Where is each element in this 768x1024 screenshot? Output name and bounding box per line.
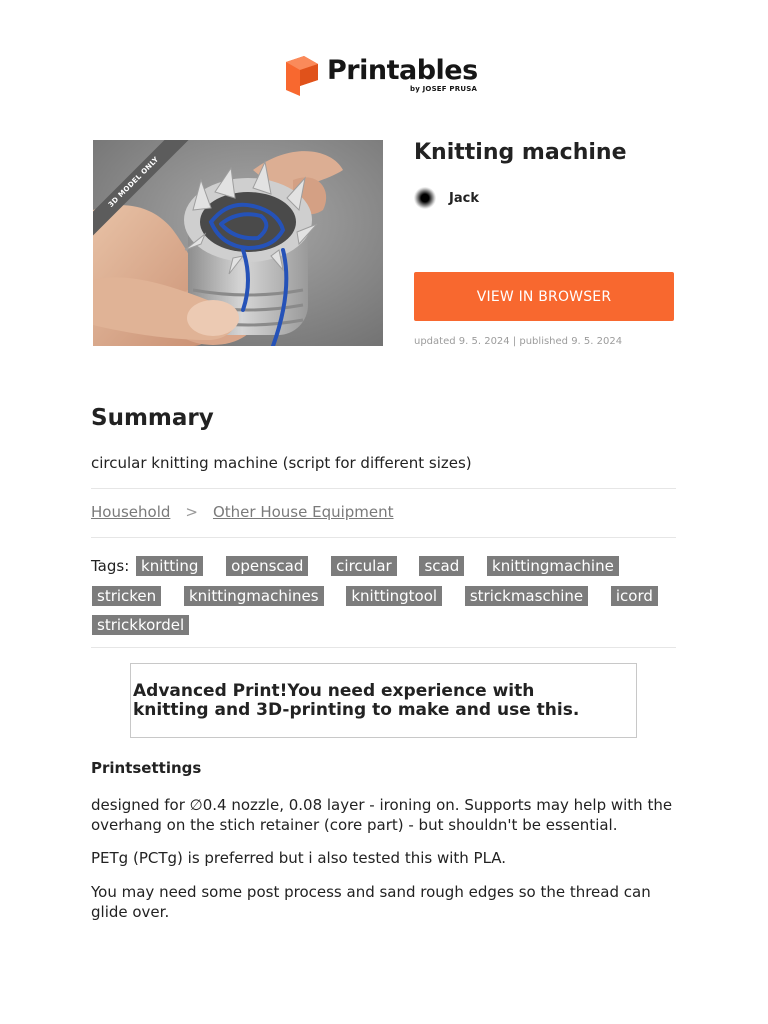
tag-knittingtool[interactable]: knittingtool xyxy=(346,586,442,606)
tag-knitting[interactable]: knitting xyxy=(136,556,203,576)
tag-icord[interactable]: icord xyxy=(611,586,658,606)
advanced-print-notice xyxy=(130,663,637,738)
tag-knittingmachines[interactable]: knittingmachines xyxy=(184,586,324,606)
view-in-browser-button[interactable]: VIEW IN BROWSER xyxy=(414,272,674,321)
breadcrumb xyxy=(91,503,394,521)
tag-strickmaschine[interactable]: strickmaschine xyxy=(465,586,588,606)
notice-line-1: Advanced Print!You need experience with xyxy=(133,681,535,701)
divider xyxy=(91,537,676,538)
printsettings-paragraph: PETg (PCTg) is preferred but i also tested this with PLA. xyxy=(91,849,507,867)
avatar[interactable] xyxy=(414,187,436,209)
printsettings-heading: Printsettings xyxy=(91,759,202,777)
breadcrumb-household[interactable]: Household xyxy=(91,503,171,521)
tag-knittingmachine[interactable]: knittingmachine xyxy=(487,556,619,576)
notice-line-2: knitting and 3D-printing to make and use this. xyxy=(133,700,580,720)
divider xyxy=(91,647,676,648)
brand-byline: by JOSEF PRUSA xyxy=(410,85,478,93)
printables-logo[interactable] xyxy=(286,54,486,98)
tag-stricken[interactable]: stricken xyxy=(92,586,161,606)
publish-dates: updated 9. 5. 2024 | published 9. 5. 2024 xyxy=(414,336,623,347)
author-name[interactable]: Jack xyxy=(449,190,479,206)
tag-strickkordel[interactable]: strickkordel xyxy=(92,615,189,635)
divider xyxy=(91,488,676,489)
model-only-badge: 3D MODEL ONLY xyxy=(93,140,200,249)
summary-text: circular knitting machine (script for different sizes) xyxy=(91,454,472,472)
model-only-ribbon xyxy=(93,140,213,260)
tags-label: Tags: xyxy=(91,557,130,575)
model-title: Knitting machine xyxy=(414,140,627,165)
printsettings-paragraph: designed for ∅0.4 nozzle, 0.08 layer - ironing on. Supports may help with the overhang on the stich retainer (core part) - but shouldn't be essential. xyxy=(91,796,673,834)
breadcrumb-other-house-equipment[interactable]: Other House Equipment xyxy=(212,503,394,521)
tag-circular[interactable]: circular xyxy=(331,556,397,576)
tag-list xyxy=(91,552,681,641)
tag-scad[interactable]: scad xyxy=(419,556,464,576)
tag-openscad[interactable]: openscad xyxy=(226,556,308,576)
breadcrumb-separator: > xyxy=(185,503,198,521)
model-image[interactable] xyxy=(93,140,383,346)
printsettings-paragraph: You may need some post process and sand rough edges so the thread can glide over. xyxy=(91,883,651,921)
summary-heading: Summary xyxy=(91,405,214,431)
author[interactable] xyxy=(414,186,479,210)
printables-logo-icon xyxy=(286,56,318,96)
brand-name: Printables xyxy=(327,55,478,86)
